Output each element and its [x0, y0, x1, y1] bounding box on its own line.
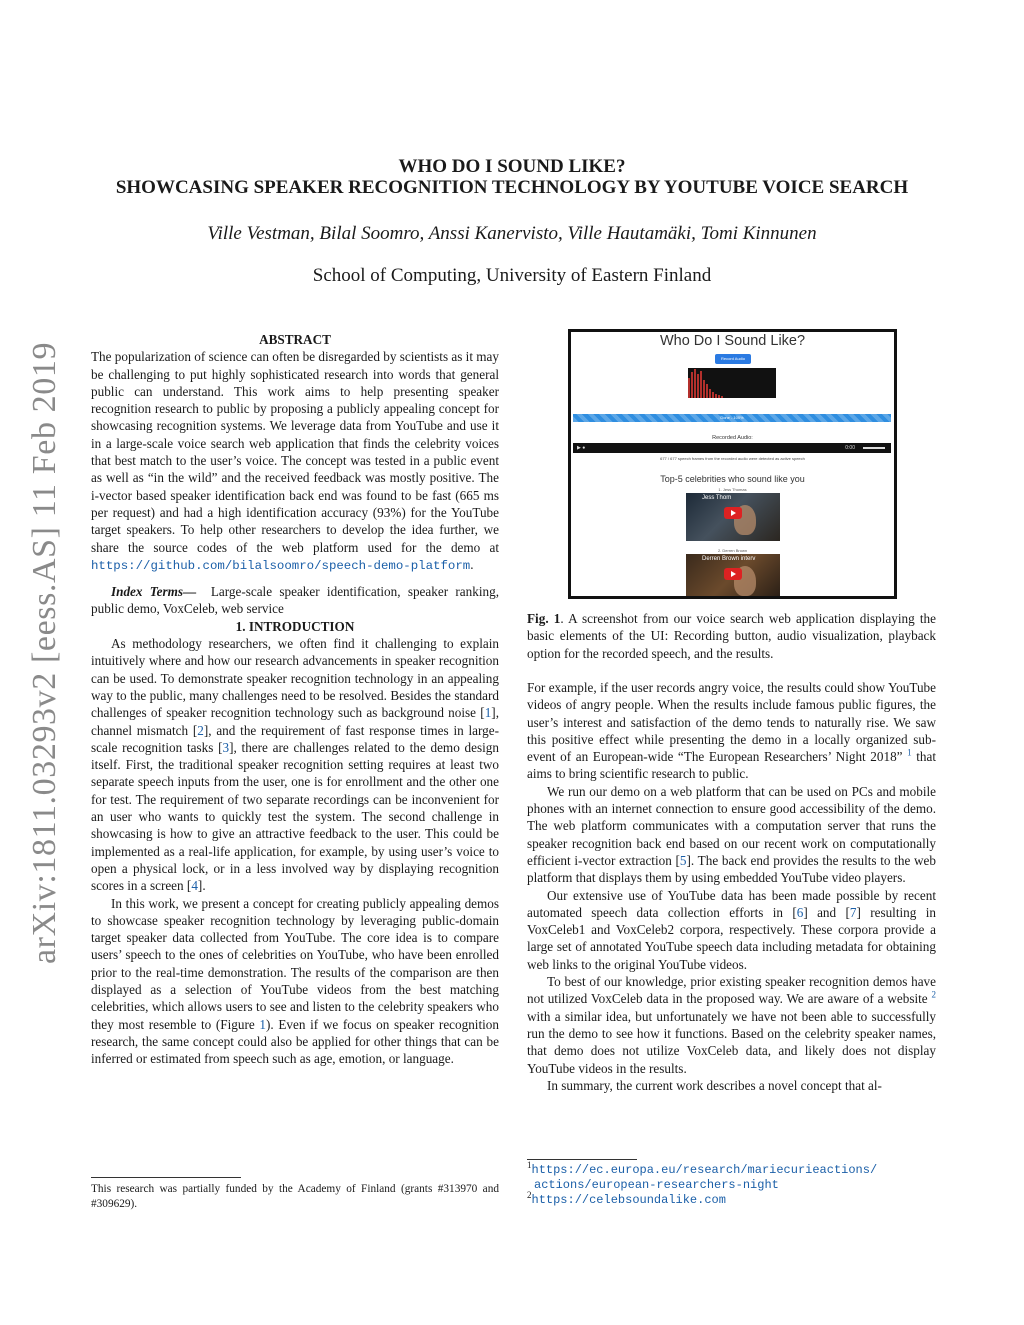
abstract-heading: ABSTRACT [259, 332, 331, 347]
footnote-mark-1[interactable]: 1 [907, 747, 912, 758]
introduction-heading: 1. INTRODUCTION [235, 618, 355, 634]
intro-p1-text-c: ], and the requirement of fast response times in large-scale recognition tasks [ [91, 722, 499, 755]
right-p3-text-c: ] resulting in VoxCeleb1 and VoxCeleb2 corpora, respectively. These corpora provide a large set of annotated YouTube speech data including metadata for obtaining web links to the original YouTube videos. [527, 904, 936, 972]
audio-player[interactable] [573, 443, 891, 453]
index-terms [91, 583, 499, 618]
right-column [527, 679, 936, 1094]
result-2-video[interactable] [686, 554, 780, 598]
right-p4-text-b: with a similar idea, but unfortunately we have not been able to successfully run the demo to see how it functions. Based on the celebrity speaker names, that demo does not utilize VoxCeleb data, and likely does not display YouTube videos in the results. [527, 1008, 936, 1076]
right-paragraph-5: In summary, the current work describes a novel concept that al- [547, 1077, 882, 1093]
intro-p1-text-a: As methodology researchers, we often find it challenging to explain intuitively where and how our research advancements in speaker recognition can be used. To demonstrate speaker recognition technology in an appealing way to the public, many challenges need to be resolved. Besides the standard challenges of speaker recognition technology such as background noise [ [91, 636, 499, 721]
result-1-caption: 1. Jess Thomas [718, 487, 747, 492]
source-code-link[interactable]: https://github.com/bilalsoomro/speech-demo-platform [91, 558, 471, 573]
footnote-rule-left [91, 1177, 241, 1178]
right-p3-text-a: Our extensive use of YouTube data has been made possible by recent automated speech data collection efforts in [ [527, 887, 936, 920]
citation-7[interactable]: 7 [849, 904, 857, 920]
footnote-mark-2[interactable]: 2 [931, 989, 936, 1000]
url-footnotes [527, 1160, 936, 1208]
right-p2-text-b: ]. The back end provides the results to the web platform that displays them by using embedded YouTube video players. [527, 852, 937, 886]
figure-caption-label: Fig. 1 [527, 611, 561, 626]
right-paragraph-4 [527, 973, 936, 1077]
record-audio-button[interactable]: Record Audio [715, 354, 751, 364]
footnote-rule-right [527, 1159, 637, 1160]
play-button-icon[interactable] [724, 568, 742, 580]
paper-title-line-1: WHO DO I SOUND LIKE? [398, 156, 626, 177]
result-1-video[interactable] [686, 493, 780, 541]
audio-visualization [688, 368, 776, 398]
intro-p2-text-a: In this work, we present a concept for creating publicly appealing demos to showcase speaker recognition technology by leveraging public-domain target speaker data collected from YouTube. The core idea is to compare users’ speech to the ones of celebrities on YouTube, who have been enrolled prior to the real-time demonstration. The results of the comparison are then displayed as a selection of YouTube videos from the best matching celebrities, which allows users to see and listen to the celebrity speakers who they most resemble to (Figure [91, 895, 499, 1032]
affiliation: School of Computing, University of Eastern Finland [312, 265, 712, 286]
footnote-1-link-a[interactable]: https://ec.europa.eu/research/mariecurieactions/ [531, 1163, 878, 1177]
result-2-caption: 2. Derren Brown [717, 548, 748, 553]
right-p1-text-a: For example, if the user records angry voice, the results could show YouTube videos of angry people. When the results include famous public figures, the user’s interest and satisfaction of the demo tends to naturally rise. We saw this positive effect while presenting the demo in a locally organized sub-event of an European-wide “The European Researchers’ Night 2018” [527, 680, 936, 765]
intro-paragraph-1 [91, 635, 499, 894]
paper-title-line-2: SHOWCASING SPEAKER RECOGNITION TECHNOLOGY BY YOUTUBE VOICE SEARCH [115, 177, 909, 198]
abstract-end: . [470, 556, 474, 572]
recorded-audio-label: Recorded Audio: [712, 435, 753, 441]
intro-p1-text-b: ], channel mismatch [ [91, 705, 499, 738]
app-title: Who Do I Sound Like? [659, 333, 806, 349]
citation-2[interactable]: 2 [197, 722, 204, 738]
index-terms-text: Large-scale speaker identification, speaker ranking, public demo, VoxCeleb, web service [91, 584, 499, 617]
right-p3-text-b: ] and [ [803, 904, 850, 920]
volume-slider[interactable] [863, 447, 885, 449]
progress-bar [573, 414, 891, 422]
citation-3[interactable]: 3 [222, 739, 230, 755]
author-list: Ville Vestman, Bilal Soomro, Anssi Kanervisto, Ville Hautamäki, Tomi Kinnunen [207, 223, 817, 244]
right-paragraph-1 [527, 679, 936, 783]
right-p4-text-a: To best of our knowledge, prior existing speaker recognition demos have not utilized VoxCeleb data in the proposed way. We are aware of a website [527, 974, 936, 1007]
right-p2-text-a: We run our demo on a web platform that can be used on PCs and mobile phones with an internet connection to ensure good accessibility of the demo. The web platform communicates with a computation server that runs the speaker recognition back end based on our recent work on computationally efficient i-vector extraction [ [527, 783, 936, 868]
footnote-2-mark: 2 [527, 1190, 532, 1201]
figure-caption-text: . A screenshot from our voice search web application displaying the basic elements of the UI: Recording button, audio visualization, playback option for the recorded speech, and the results. [527, 611, 936, 661]
play-icon[interactable]: ▶ ● [577, 445, 586, 451]
footnote-1 [527, 1160, 936, 1178]
intro-paragraph-2 [91, 895, 499, 1068]
footnote-2 [527, 1190, 936, 1208]
figure-screenshot [568, 329, 897, 599]
footnote-1-continued [527, 1178, 936, 1193]
funding-footnote: This research was partially funded by the Academy of Finland (grants #313970 and #309629). [91, 1183, 499, 1210]
results-heading: Top-5 celebrities who sound like you [660, 474, 805, 484]
right-p1-text-b: that aims to bring scientific research to public. [527, 749, 937, 782]
result-1-video-title: Jess Thom [702, 495, 732, 501]
index-terms-label: Index Terms— [111, 584, 197, 600]
intro-p2-text-b: ). Even if we focus on speaker recognition research, the same concept could also be applied for other things that can be inferred or estimated from speech such as age, emotion, or language. [91, 1016, 499, 1067]
citation-1[interactable]: 1 [484, 705, 492, 721]
arxiv-identifier-text: arXiv:1811.03293v2 [eess.AS] 11 Feb 2019 [26, 341, 63, 964]
arxiv-identifier [16, 341, 74, 964]
abstract-text [91, 348, 499, 575]
right-paragraph-3 [527, 887, 936, 973]
abstract-body: The popularization of science can often be disregarded by scientists as it may be challenging to put highly sophisticated research into words that general public can understand. This work aims to help presenting speaker recognition research to public by proposing a publicly appealing concept for showcasing recognition systems. We leverage data from YouTube and use it in a large-scale voice search web application that finds the celebrity voices that best match to the user’s voice. The concept was tested in a public event as well as “in the wild” and the received feedback was mostly positive. The i-vector based speaker identification back end was found to be fast (665 ms per request) and had a high identification accuracy (93%) for the YouTube target speakers. To help other researchers to develop the idea further, we share the source codes of the web platform used for the demo at [91, 349, 499, 555]
intro-p1-text-e: ]. [197, 878, 206, 894]
footnote-2-link[interactable]: https://celebsoundalike.com [531, 1193, 726, 1207]
citation-6[interactable]: 6 [796, 904, 804, 920]
footnote-1-mark: 1 [527, 1160, 532, 1171]
citation-5[interactable]: 5 [679, 852, 687, 868]
player-time: 0:00 [845, 445, 855, 451]
play-button-icon[interactable] [724, 507, 742, 519]
left-column [91, 331, 499, 1067]
intro-p1-text-d: ], there are challenges related to the demo design itself. First, the traditional speaker recognition setting requires at least two separate speech inputs from the user, one is for enrollment and the other one for test. The requirement of two separate recordings can be inconvenient for an user who wants to quickly test the system. The second challenge in showcasing is how to give an attractive feedback to the user. This could be implemented as a real-life application, for example, by using user’s voice to open a physical lock, or in a less involved way by displaying recognition scores in a screen [ [91, 739, 499, 894]
speech-frames-status: 677 / 677 speech frames from the recorded audio were detected as active speech [660, 456, 805, 461]
figure-caption [527, 610, 936, 662]
footnote-1-link-b[interactable]: actions/european-researchers-night [534, 1178, 779, 1192]
result-2-video-title: Derren Brown interv [702, 556, 756, 562]
citation-4[interactable]: 4 [191, 878, 198, 894]
figure-1-reference[interactable]: 1 [259, 1016, 266, 1032]
right-paragraph-2 [527, 783, 936, 887]
progress-label: Done - 100% [720, 415, 744, 420]
